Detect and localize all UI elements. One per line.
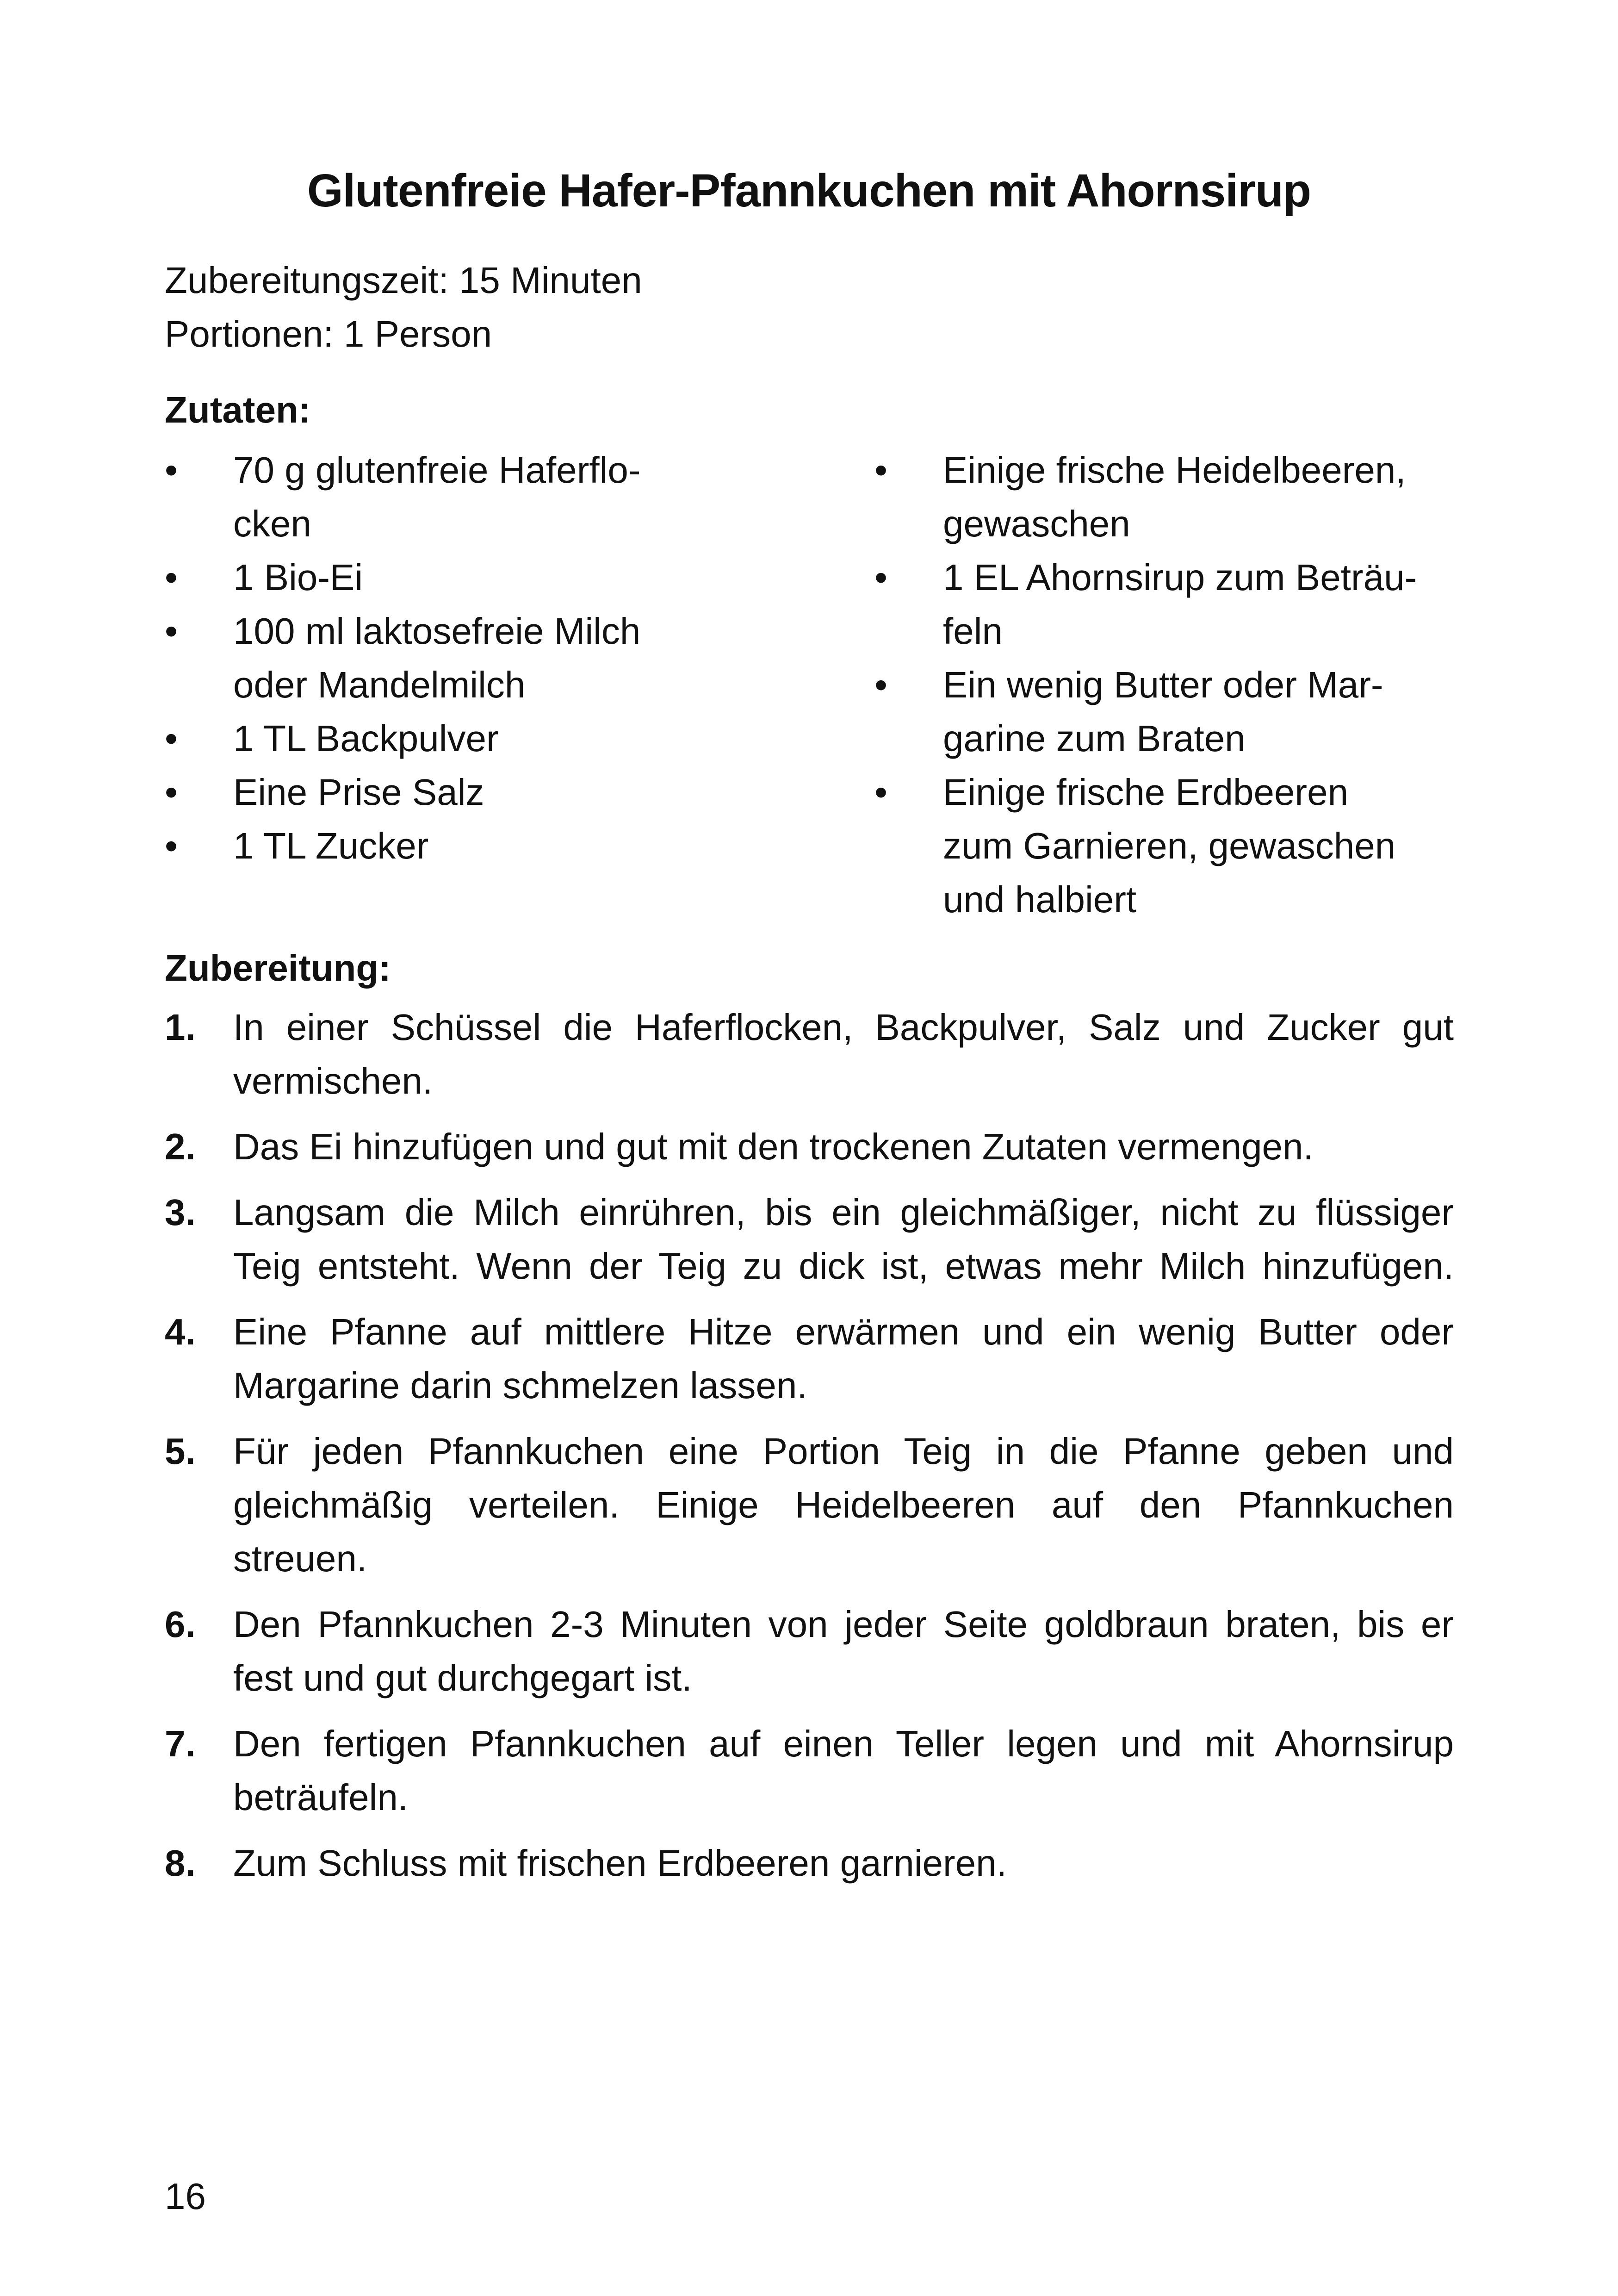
ingredient-item	[165, 819, 697, 873]
ingredient-line: oder Mandelmilch	[233, 664, 526, 705]
bullet-icon: •	[874, 449, 888, 491]
bullet-icon: •	[165, 557, 178, 598]
ingredient-line: 1 Bio-Ei	[233, 557, 363, 598]
ingredient-line: 1 TL Zucker	[233, 825, 429, 866]
step-line: Für jeden Pfannkuchen eine Portion Teig in die Pfanne geben und	[233, 1431, 1454, 1472]
step-line: Zum Schluss mit frischen Erdbeeren garnieren.	[233, 1842, 1007, 1884]
step-line: Das Ei hinzufügen und gut mit den trockenen Zutaten vermengen.	[233, 1126, 1314, 1167]
ingredient-line: 70 g glutenfreie Haferflo-	[233, 449, 641, 491]
bullet-icon: •	[874, 772, 888, 813]
ingredient-item	[874, 443, 1453, 551]
step-item	[165, 1305, 1454, 1412]
step-line: Teig entsteht. Wenn der Teig zu dick ist, etwas mehr Milch hinzufügen.	[233, 1245, 1454, 1287]
step-number: 7.	[165, 1723, 196, 1764]
ingredient-line: Eine Prise Salz	[233, 772, 484, 813]
step-line: Den fertigen Pfannkuchen auf einen Teller legen und mit Ahornsirup	[233, 1723, 1454, 1764]
step-line: Langsam die Milch einrühren, bis ein gleichmäßiger, nicht zu flüssiger	[233, 1192, 1454, 1233]
step-line: beträufeln.	[233, 1777, 409, 1818]
step-item	[165, 1836, 1454, 1890]
page-number: 16	[165, 2176, 206, 2217]
ingredient-line: garine zum Braten	[943, 718, 1246, 759]
step-item	[165, 1001, 1454, 1108]
ingredients-list-right	[874, 443, 1453, 927]
step-item	[165, 1425, 1454, 1586]
ingredients-heading: Zutaten:	[165, 389, 311, 430]
step-item	[165, 1717, 1454, 1824]
bullet-icon: •	[165, 449, 178, 491]
bullet-icon: •	[874, 557, 888, 598]
step-number: 6.	[165, 1604, 196, 1645]
step-number: 1.	[165, 1007, 196, 1048]
ingredient-line: und halbiert	[943, 879, 1137, 920]
preparation-steps	[165, 1001, 1454, 1902]
ingredient-line: Einige frische Heidelbeeren,	[943, 449, 1406, 491]
ingredient-line: cken	[233, 503, 311, 544]
ingredient-line: 1 TL Backpulver	[233, 718, 499, 759]
step-line: fest und gut durchgegart ist.	[233, 1657, 692, 1699]
ingredient-item	[165, 712, 697, 765]
bullet-icon: •	[165, 825, 178, 866]
bullet-icon: •	[165, 718, 178, 759]
ingredient-item	[165, 765, 697, 819]
ingredient-item	[165, 551, 697, 604]
step-number: 3.	[165, 1192, 196, 1233]
step-line: Den Pfannkuchen 2-3 Minuten von jeder Seite goldbraun braten, bis er	[233, 1604, 1454, 1645]
ingredient-line: 100 ml laktosefreie Milch	[233, 610, 641, 652]
servings: Portionen: 1 Person	[165, 313, 492, 355]
ingredients-list-left	[165, 443, 697, 873]
step-line: gleichmäßig verteilen. Einige Heidelbeeren auf den Pfannkuchen	[233, 1484, 1454, 1525]
step-number: 2.	[165, 1126, 196, 1167]
step-line: In einer Schüssel die Haferflocken, Backpulver, Salz und Zucker gut	[233, 1007, 1454, 1048]
ingredient-item	[165, 443, 697, 551]
ingredient-line: 1 EL Ahornsirup zum Beträu-	[943, 557, 1417, 598]
step-item	[165, 1120, 1454, 1174]
step-line: vermischen.	[233, 1060, 433, 1101]
bullet-icon: •	[165, 610, 178, 652]
ingredient-item	[165, 604, 697, 712]
ingredient-item	[874, 765, 1453, 927]
step-line: Margarine darin schmelzen lassen.	[233, 1365, 807, 1406]
recipe-title: Glutenfreie Hafer-Pfannkuchen mit Ahornsirup	[307, 165, 1311, 217]
ingredient-line: Einige frische Erdbeeren	[943, 772, 1349, 813]
step-line: streuen.	[233, 1538, 367, 1579]
prep-time: Zubereitungszeit: 15 Minuten	[165, 260, 642, 301]
step-item	[165, 1186, 1454, 1293]
ingredient-item	[874, 551, 1453, 658]
ingredient-item	[874, 658, 1453, 765]
ingredient-line: zum Garnieren, gewaschen	[943, 825, 1396, 866]
step-number: 8.	[165, 1842, 196, 1884]
step-item	[165, 1598, 1454, 1705]
bullet-icon: •	[874, 664, 888, 705]
step-line: Eine Pfanne auf mittlere Hitze erwärmen und ein wenig Butter oder	[233, 1311, 1454, 1352]
ingredient-line: feln	[943, 610, 1003, 652]
ingredient-line: Ein wenig Butter oder Mar-	[943, 664, 1383, 705]
step-number: 4.	[165, 1311, 196, 1352]
ingredient-line: gewaschen	[943, 503, 1130, 544]
preparation-heading: Zubereitung:	[165, 947, 391, 989]
step-number: 5.	[165, 1431, 196, 1472]
bullet-icon: •	[165, 772, 178, 813]
